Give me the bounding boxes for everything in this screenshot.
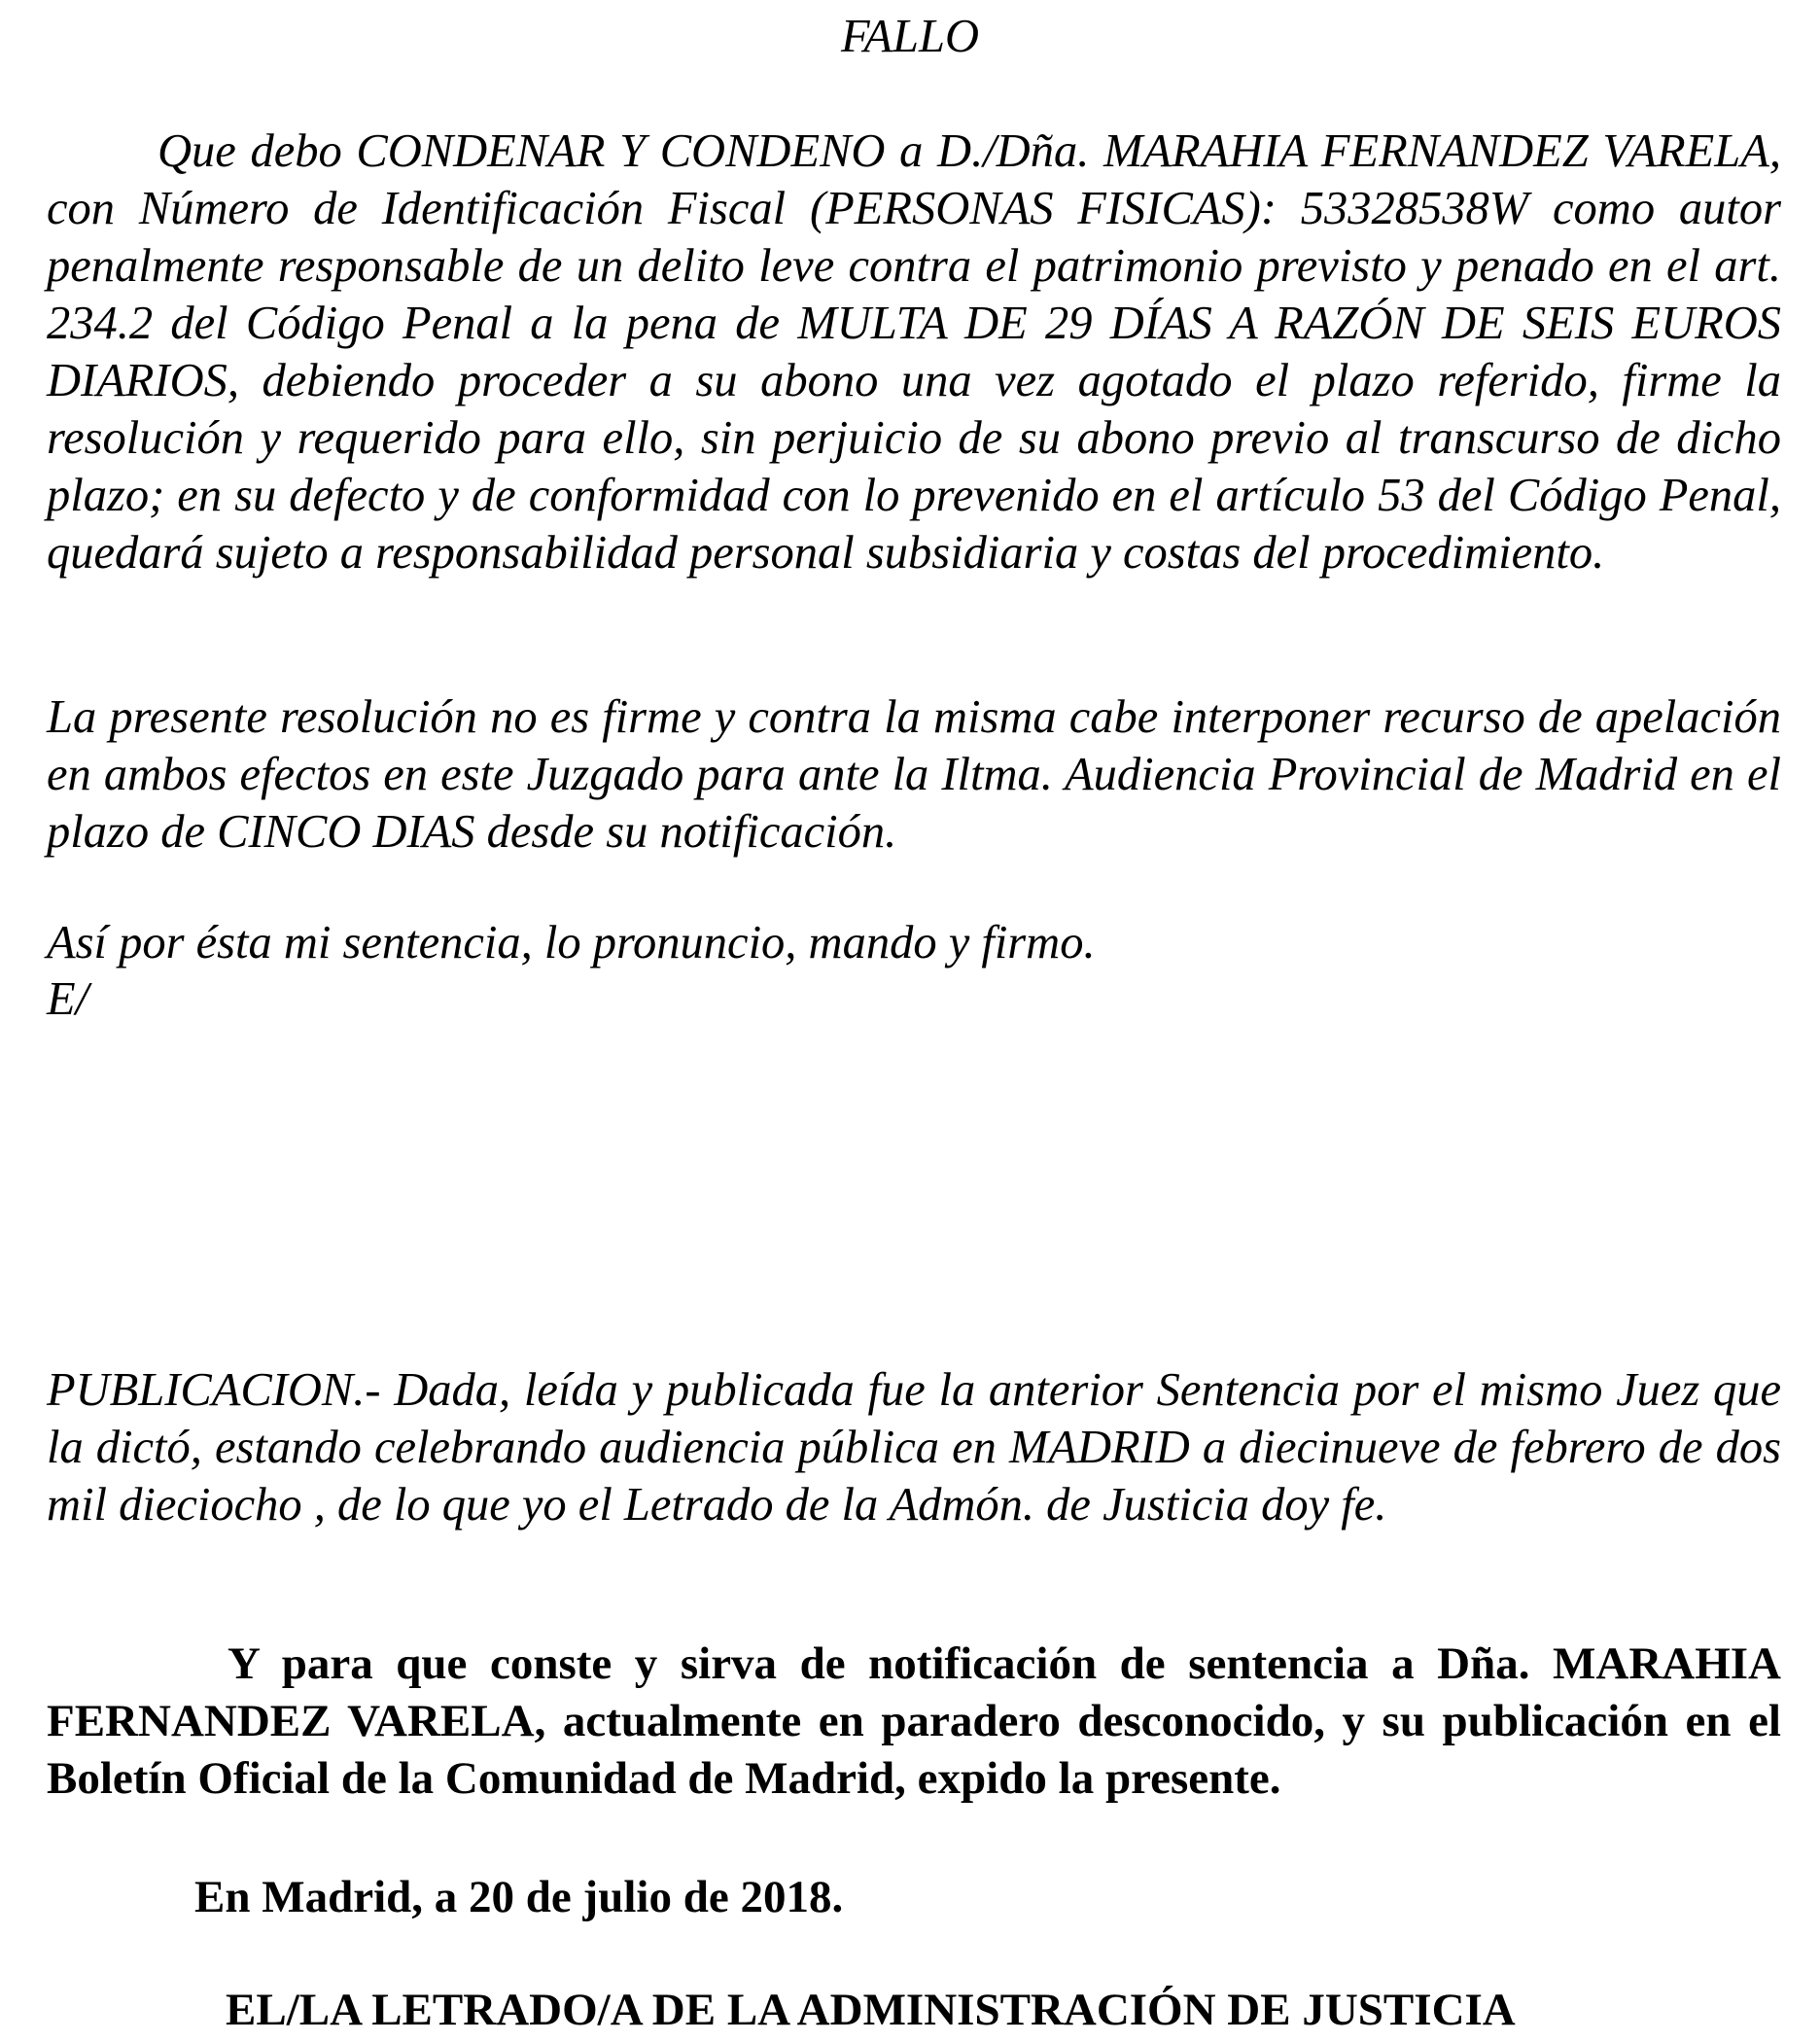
signature-mark: E/ bbox=[47, 973, 89, 1025]
closing-line: Así por ésta mi sentencia, lo pronuncio, mando y firmo. bbox=[47, 917, 1096, 968]
verdict-paragraph: Que debo CONDENAR Y CONDENO a D./Dña. MARAHIA FERNANDEZ VARELA, con Número de Identificación Fiscal (PERSONAS FISICAS): 53328538W como autor penalmente responsable de un delito leve contra el patrimonio previsto y penado en el art. 234.2 del Código Penal a la pena de MULTA DE 29 DÍAS A RAZÓN DE SEIS EUROS DIARIOS, debiendo proceder a su abono una vez agotado el plazo referido, firme la resolución y requerido para ello, sin perjuicio de su abono previo al transcurso de dicho plazo; en su defecto y de conformidad con lo prevenido en el artículo 53 del Código Penal, quedará sujeto a responsabilidad personal subsidiaria y costas del procedimiento. bbox=[47, 125, 1781, 579]
heading-fallo: FALLO bbox=[841, 11, 979, 62]
signatory-title: EL/LA LETRADO/A DE LA ADMINISTRACIÓN DE JUSTICIA bbox=[226, 1985, 1516, 2035]
place-date: En Madrid, a 20 de julio de 2018. bbox=[194, 1872, 844, 1922]
notification-paragraph: Y para que conste y sirva de notificación de sentencia a Dña. MARAHIA FERNANDEZ VARELA, actualmente en paradero desconocido, y su publicación en el Boletín Oficial de la Comunidad de Madrid, expido la presente. bbox=[47, 1638, 1781, 1804]
publication-paragraph: PUBLICACION.- Dada, leída y publicada fue la anterior Sentencia por el mismo Juez que la dictó, estando celebrando audiencia pública en MADRID a diecinueve de febrero de dos mil dieciocho , de lo que yo el Letrado de la Admón. de Justicia doy fe. bbox=[47, 1364, 1781, 1531]
appeal-paragraph: La presente resolución no es firme y contra la misma cabe interponer recurso de apelación en ambos efectos en este Juzgado para ante la Iltma. Audiencia Provincial de Madrid en el plazo de CINCO DIAS desde su notificación. bbox=[47, 691, 1781, 858]
